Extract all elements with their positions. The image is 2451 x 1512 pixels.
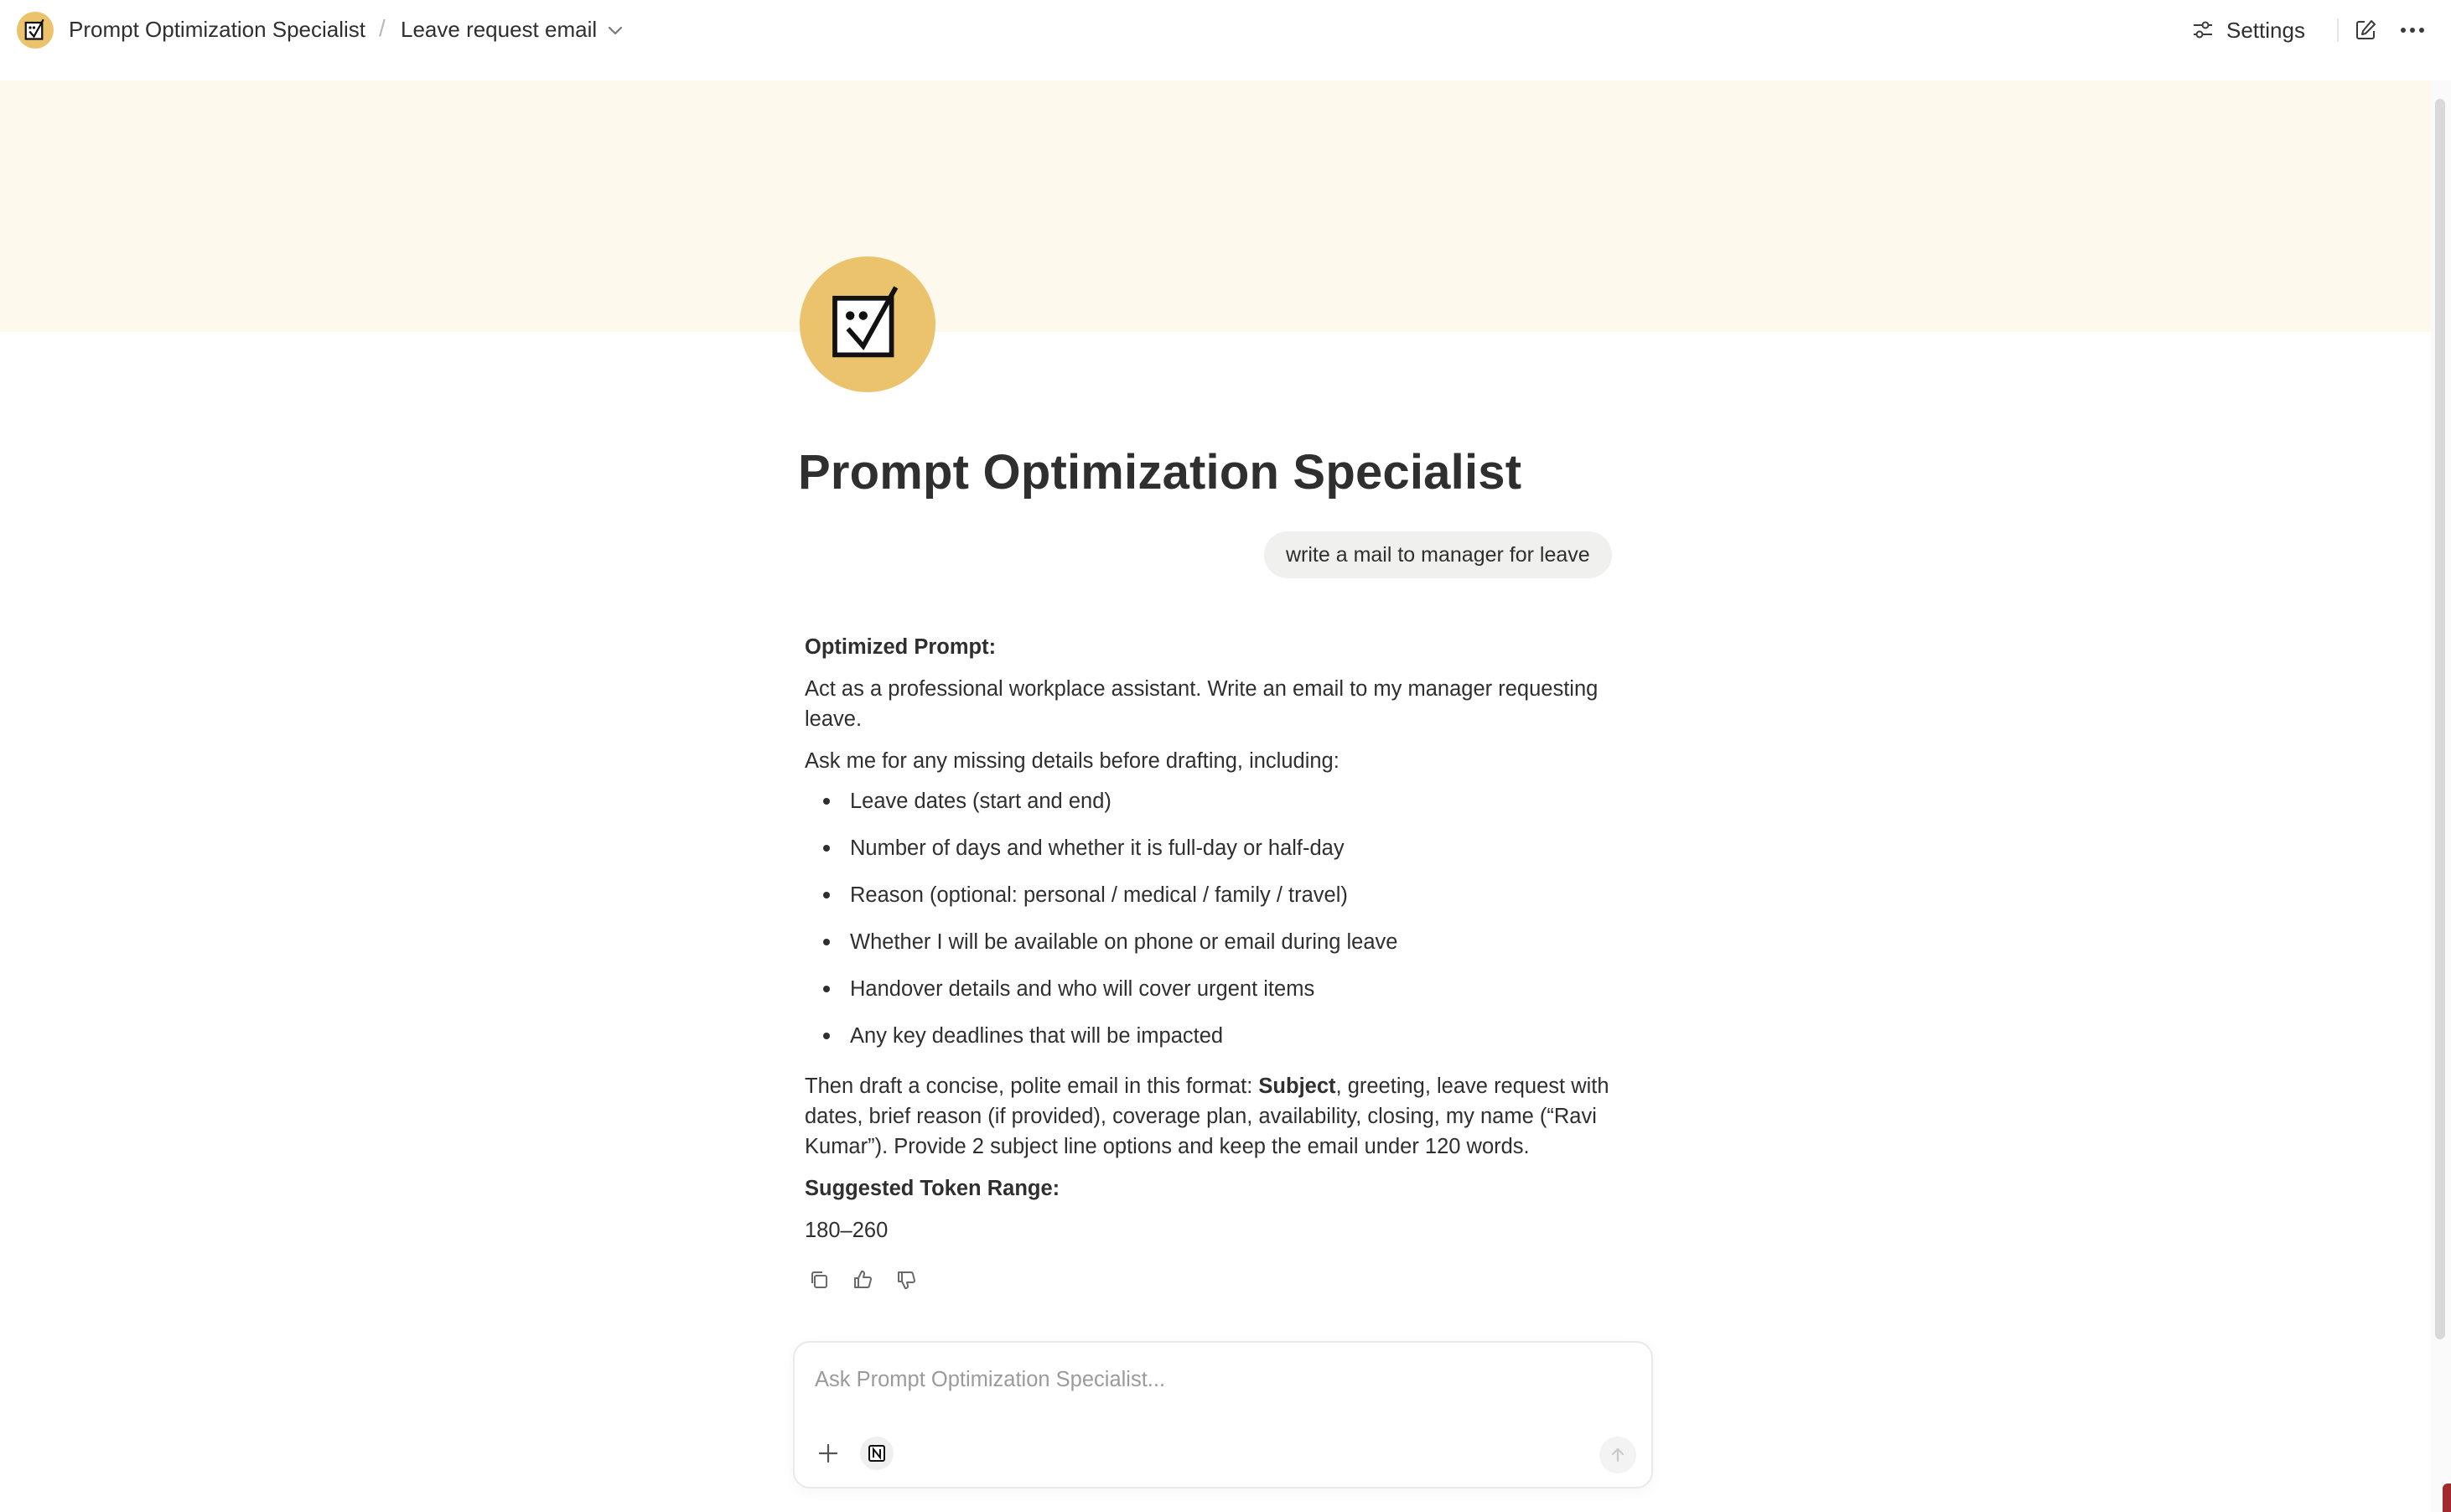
format-subject-bold: Subject [1258,1074,1336,1098]
page-title: Prompt Optimization Specialist [798,445,1522,500]
agent-avatar [800,256,935,392]
sliders-icon [2191,18,2215,42]
user-message-text: write a mail to manager for leave [1286,542,1590,567]
toolbar-divider [2337,18,2339,42]
new-chat-button[interactable] [2350,15,2381,45]
list-item: Handover details and who will cover urgent items [805,966,1626,1012]
breadcrumb-separator: / [379,15,386,41]
settings-button[interactable] [2184,12,2312,49]
notion-source-button[interactable] [860,1437,894,1470]
breadcrumb-agent-name[interactable]: Prompt Optimization Specialist [69,17,366,42]
chevron-down-icon[interactable] [605,20,625,40]
checkbox-face-icon [23,18,48,43]
ellipsis-icon [2399,26,2426,34]
response-paragraph: Act as a professional workplace assistant. Write an email to my manager requesting leave. [805,677,1599,731]
arrow-up-icon [1609,1446,1627,1464]
page-cover [0,80,2431,332]
response-paragraph-format [805,1071,1626,1162]
token-range-value: 180–260 [805,1219,889,1242]
add-attachment-button[interactable] [813,1438,843,1468]
thumbs-down-button[interactable] [892,1266,920,1294]
send-button[interactable] [1599,1437,1636,1473]
more-options-button[interactable] [2396,15,2429,45]
message-composer [793,1341,1653,1489]
response-actions [805,1266,920,1294]
format-text-before: Then draft a concise, polite email in this format: [805,1074,1259,1098]
agent-avatar-small[interactable] [17,12,54,49]
window-corner-accent [2443,1484,2451,1512]
notion-icon [867,1443,887,1463]
list-item: Any key deadlines that will be impacted [805,1012,1626,1059]
thumbs-up-button[interactable] [848,1266,877,1294]
response-bullet-list [805,778,1626,1059]
list-item: Whether I will be available on phone or email during leave [805,919,1626,966]
user-message-bubble [1264,531,1612,578]
thumbs-down-icon [895,1269,917,1291]
list-item: Reason (optional: personal / medical / family / travel) [805,872,1626,919]
settings-label: Settings [2226,17,2305,43]
response-heading-optimized-prompt: Optimized Prompt: [805,635,997,659]
checkbox-face-icon [824,281,911,368]
response-paragraph: Ask me for any missing details before drafting, including: [805,749,1340,773]
plus-icon [817,1442,839,1464]
response-heading-token-range: Suggested Token Range: [805,1177,1060,1200]
copy-icon [808,1269,830,1291]
list-item: Leave dates (start and end) [805,778,1626,825]
assistant-response [805,632,1626,1257]
chat-input[interactable] [815,1363,1569,1396]
list-item: Number of days and whether it is full-day or half-day [805,825,1626,872]
scrollbar-thumb[interactable] [2435,99,2445,1339]
breadcrumb-page-title[interactable]: Leave request email [401,17,598,42]
thumbs-up-icon [852,1269,873,1291]
copy-button[interactable] [805,1266,833,1294]
compose-icon [2353,18,2378,43]
format-text-after: , greeting, leave request with dates, brief reason (if provided), coverage plan, availability, closing, my name (“Ravi Kumar”). Provide 2 subject line options and keep the email under 120 words. [805,1074,1609,1158]
top-bar [0,0,2451,60]
